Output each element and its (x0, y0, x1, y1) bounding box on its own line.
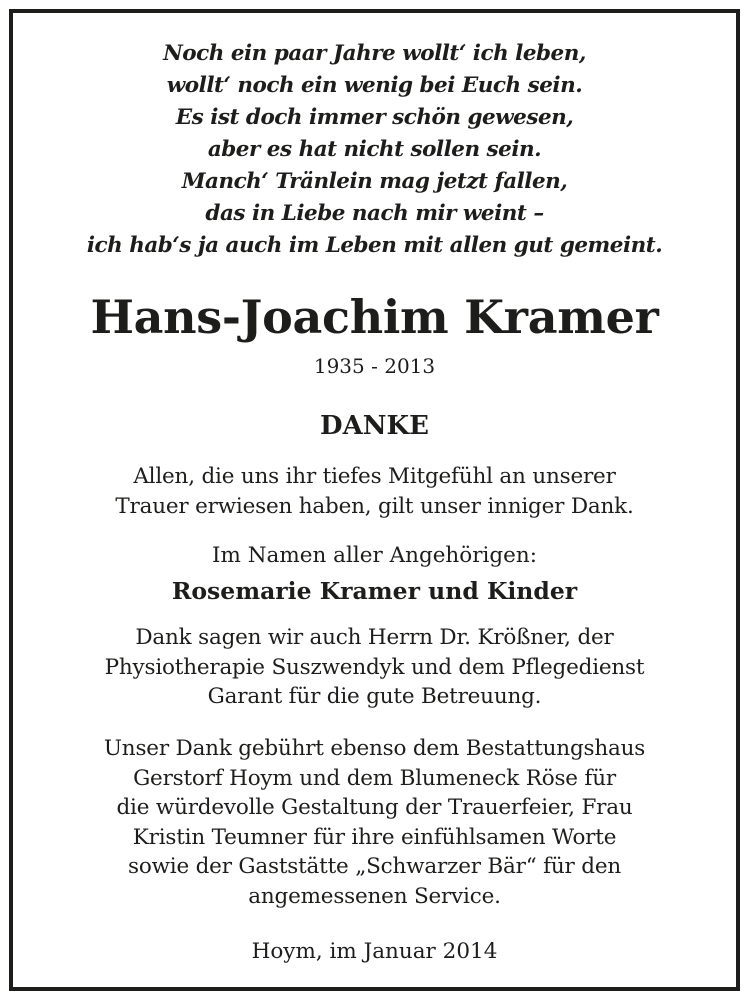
poem-line: ich hab‘s ja auch im Leben mit allen gut gemeint. (86, 233, 663, 258)
poem-line: Manch‘ Tränlein mag jetzt fallen, (181, 169, 568, 194)
thanks-heading: DANKE (320, 411, 429, 441)
life-dates: 1935 - 2013 (313, 354, 436, 378)
poem-line: wollt‘ noch ein wenig bei Euch sein. (166, 73, 583, 98)
text-line: Gerstorf Hoym und dem Blumeneck Röse für (133, 765, 616, 791)
poem-line: Es ist doch immer schön gewesen, (175, 105, 574, 130)
text-line: Physiotherapie Suszwendyk und dem Pflegedienst (104, 654, 645, 680)
obituary-frame (9, 9, 740, 991)
text-line: Dank sagen wir auch Herrn Dr. Krößner, der (135, 625, 614, 650)
obituary-content (13, 13, 736, 987)
thanks-paragraph-condolences (13, 462, 736, 521)
text-line: sowie der Gaststätte „Schwarzer Bär“ für den (128, 854, 621, 879)
family-intro: Im Namen aller Angehörigen: (212, 543, 537, 568)
family-names: Rosemarie Kramer und Kinder (171, 577, 578, 605)
text-line: angemessenen Service. (248, 883, 501, 909)
text-line: Trauer erwiesen haben, gilt unser inniger Dank. (115, 493, 634, 519)
poem-line: Noch ein paar Jahre wollt‘ ich leben, (163, 41, 586, 66)
text-line: Kristin Teumner für ihre einfühlsamen Worte (132, 824, 617, 850)
text-line: Garant für die gute Betreuung. (207, 684, 542, 709)
poem-line: das in Liebe nach mir weint – (205, 201, 544, 226)
deceased-name: Hans-Joachim Kramer (90, 290, 659, 344)
thanks-paragraph-care (13, 623, 736, 712)
text-line: die würdevolle Gestaltung der Trauerfeier, Frau (116, 795, 633, 820)
place-date: Hoym, im Januar 2014 (251, 939, 498, 964)
poem (13, 38, 736, 262)
text-line: Unser Dank gebührt ebenso dem Bestattungshaus (103, 736, 646, 761)
text-line: Allen, die uns ihr tiefes Mitgefühl an unserer (133, 464, 616, 489)
poem-line: aber es hat nicht sollen sein. (207, 137, 542, 162)
thanks-paragraph-funeral (13, 734, 736, 911)
